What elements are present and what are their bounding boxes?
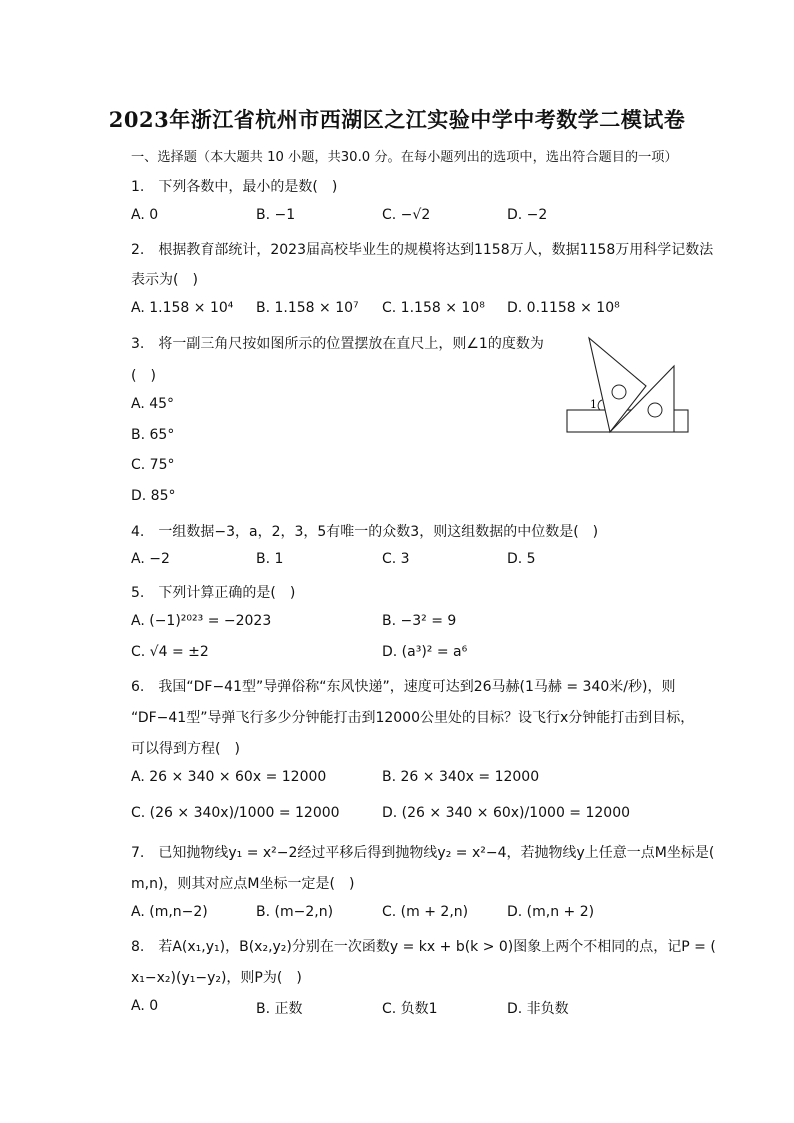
angle-1-arc	[598, 400, 602, 410]
q5-option-b[interactable]: B. −3² = 9	[382, 613, 457, 629]
q4-option-b[interactable]: B. 1	[256, 551, 284, 567]
q3-option-d[interactable]: D. 85°	[131, 488, 176, 504]
triangle-ruler-figure	[562, 332, 692, 436]
q7-option-b[interactable]: B. (m−2,n)	[256, 904, 334, 920]
question-6-stem-line3: 可以得到方程( )	[131, 741, 240, 757]
q4-option-d[interactable]: D. 5	[507, 551, 536, 567]
q3-option-c[interactable]: C. 75°	[131, 457, 175, 473]
q6-option-d[interactable]: D. (26 × 340 × 60x)/1000 = 12000	[382, 805, 631, 821]
q3-option-a[interactable]: A. 45°	[131, 396, 175, 412]
question-8-stem-line2: x₁−x₂)(y₁−y₂)，则P为( )	[131, 970, 302, 986]
q1-option-a[interactable]: A. 0	[131, 207, 159, 223]
question-6-stem-line2: “DF−41型”导弹飞行多少分钟能打击到12000公里处的目标？设飞行x分钟能打击到目标，	[131, 710, 695, 726]
question-5-stem: 5. 下列计算正确的是( )	[131, 585, 296, 601]
q1-option-b[interactable]: B. −1	[256, 207, 296, 223]
question-7-stem-line1: 7. 已知抛物线y₁ = x²−2经过平移后得到抛物线y₂ = x²−4，若抛物线y上任意一点M坐标是(	[131, 845, 715, 861]
q6-option-a[interactable]: A. 26 × 340 × 60x = 12000	[131, 769, 327, 785]
q6-option-b[interactable]: B. 26 × 340x = 12000	[382, 769, 540, 785]
q6-option-c[interactable]: C. (26 × 340x)/1000 = 12000	[131, 805, 340, 821]
question-3-stem-line2: ( )	[131, 368, 156, 384]
section-heading: 一、选择题（本大题共 10 小题，共30.0 分。在每小题列出的选项中，选出符合题目的一项）	[131, 150, 678, 165]
q4-option-c[interactable]: C. 3	[382, 551, 410, 567]
question-3-stem-line1: 3. 将一副三角尺按如图所示的位置摆放在直尺上，则∠1的度数为	[131, 336, 544, 352]
q8-option-a[interactable]: A. 0	[131, 998, 159, 1014]
q2-option-d[interactable]: D. 0.1158 × 10⁸	[507, 300, 620, 316]
q7-option-c[interactable]: C. (m + 2,n)	[382, 904, 469, 920]
question-7-stem-line2: m,n)，则其对应点M坐标一定是( )	[131, 876, 355, 892]
q4-option-a[interactable]: A. −2	[131, 551, 170, 567]
question-2-stem-line1: 2. 根据教育部统计，2023届高校毕业生的规模将达到1158万人，数据1158万用科学记数法	[131, 242, 714, 258]
q2-option-b[interactable]: B. 1.158 × 10⁷	[256, 300, 359, 316]
q3-option-b[interactable]: B. 65°	[131, 427, 175, 443]
q1-option-d[interactable]: D. −2	[507, 207, 548, 223]
q5-option-c[interactable]: C. √4 = ±2	[131, 644, 209, 660]
page-title: 2023年浙江省杭州市西湖区之江实验中学中考数学二模试卷	[108, 107, 686, 132]
q5-option-d[interactable]: D. (a³)² = a⁶	[382, 644, 468, 660]
angle-1-label: 1	[590, 398, 597, 411]
question-4-stem: 4. 一组数据−3，a，2，3，5有唯一的众数3，则这组数据的中位数是( )	[131, 524, 599, 540]
q8-option-d[interactable]: D. 非负数	[507, 1001, 569, 1017]
q2-option-a[interactable]: A. 1.158 × 10⁴	[131, 300, 234, 316]
q2-option-c[interactable]: C. 1.158 × 10⁸	[382, 300, 485, 316]
q5-option-a[interactable]: A. (−1)²⁰²³ = −2023	[131, 613, 272, 629]
q7-option-d[interactable]: D. (m,n + 2)	[507, 904, 595, 920]
question-2-stem-line2: 表示为( )	[131, 272, 198, 288]
q7-option-a[interactable]: A. (m,n−2)	[131, 904, 208, 920]
q8-option-b[interactable]: B. 正数	[256, 1001, 303, 1017]
question-6-stem-line1: 6. 我国“DF−41型”导弹俗称“东风快递”，速度可达到26马赫(1马赫 = 340米/秒)，则	[131, 679, 676, 695]
question-1-stem: 1. 下列各数中，最小的是数( )	[131, 179, 338, 195]
q1-option-c[interactable]: C. −√2	[382, 207, 431, 223]
question-8-stem-line1: 8. 若A(x₁,y₁)，B(x₂,y₂)分别在一次函数y = kx + b(k > 0)图象上两个不相同的点，记P = (	[131, 939, 716, 955]
q8-option-c[interactable]: C. 负数1	[382, 1001, 438, 1017]
